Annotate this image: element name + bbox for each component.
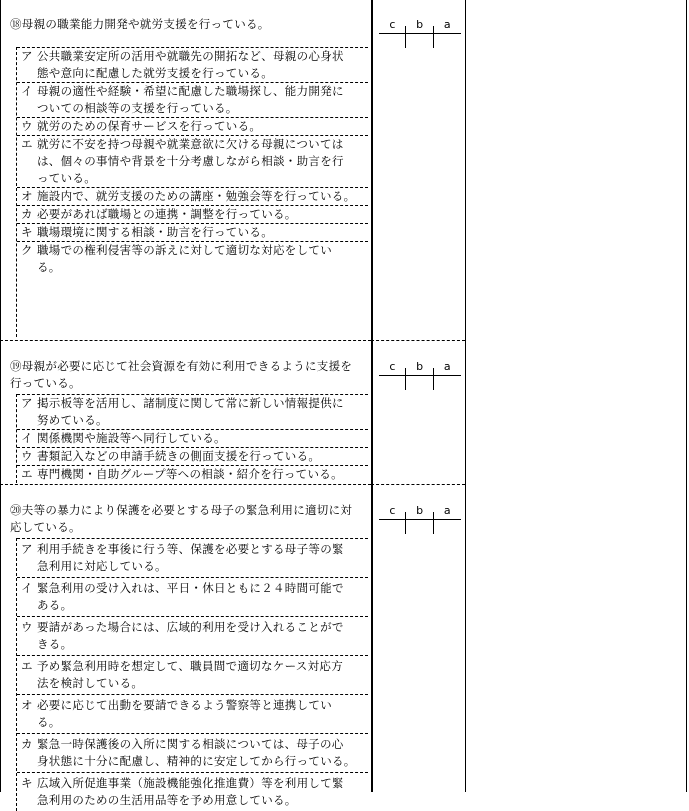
item-text: 予め緊急利用時を想定して、職員間で適切なケース対応方 (37, 659, 343, 673)
grade-selector-20[interactable] (379, 504, 461, 534)
question-title (10, 358, 368, 392)
grade-a[interactable]: a (443, 18, 451, 31)
checklist-item (17, 733, 368, 772)
grade-divider (371, 484, 465, 485)
grade-c[interactable]: c (389, 504, 396, 517)
section-divider (0, 484, 371, 485)
checklist-item (17, 135, 368, 187)
item-text: 要請があった場合には、広域的利用を受け入れることがで (37, 620, 344, 634)
question-title-line: ⑲母親が必要に応じて社会資源を有効に利用できるように支援を (10, 359, 353, 373)
question-section-19 (10, 358, 368, 483)
checklist-item (17, 117, 368, 135)
question-title-line: ⑳夫等の暴力により保護を必要とする母子の緊急利用に適切に対 (10, 503, 353, 517)
item-text: 必要があれば職場との連携・調整を行っている。 (37, 207, 297, 221)
item-text: 法を検討している。 (37, 676, 144, 690)
checklist-item (17, 205, 368, 223)
item-text: 必要に応じて出動を要請できるよう警察等と連携してい (37, 698, 332, 712)
item-label: オ (21, 698, 33, 712)
item-text: る。 (37, 715, 61, 729)
grade-tick (433, 368, 434, 390)
item-text: 急利用のための生活用品等を予め用意している。 (37, 793, 297, 807)
item-text: 緊急一時保護後の入所に関する相談については、母子の心 (37, 737, 344, 751)
grade-c[interactable]: c (389, 18, 396, 31)
item-text: 就労に不安を持つ母親や就業意欲に欠ける母親については (37, 137, 344, 151)
checklist-item (17, 47, 368, 82)
item-text: る。 (37, 260, 61, 274)
question-title (10, 502, 368, 536)
checklist-item (17, 577, 368, 616)
item-text: 母親の適性や経験・希望に配慮した職場探し、能力開発に (37, 84, 344, 98)
grade-line (379, 519, 461, 520)
question-title-line: 行っている。 (10, 376, 81, 390)
item-label: オ (21, 189, 33, 203)
table-left-border (0, 0, 1, 792)
item-text: 関係機関や施設等へ同行している。 (37, 431, 226, 445)
item-label: ウ (21, 620, 33, 634)
item-text: 緊急利用の受け入れは、平日・休日ともに２４時間可能で (37, 581, 344, 595)
grade-tick (433, 512, 434, 534)
checklist-item (17, 447, 368, 465)
checklist-item (17, 694, 368, 733)
item-label: ア (21, 542, 33, 556)
grade-selector-18[interactable] (379, 18, 461, 48)
grade-tick (405, 512, 406, 534)
checklist-item (17, 223, 368, 241)
item-text: 急利用に対応している。 (37, 559, 167, 573)
grade-b[interactable]: b (416, 360, 424, 373)
item-label: キ (21, 776, 33, 790)
question-title-line: ⑱母親の職業能力開発や就労支援を行っている。 (10, 17, 270, 31)
checklist-20 (16, 538, 368, 811)
grade-selector-19[interactable] (379, 360, 461, 390)
item-text: 身状態に十分に配慮し、精神的に安定してから行っている。 (37, 754, 356, 768)
item-label: ア (21, 49, 33, 63)
item-text: 施設内で、就労支援のための講座・勉強会等を行っている。 (37, 189, 356, 203)
checklist-item (17, 394, 368, 429)
item-text: は、個々の事情や背景を十分考慮しながら相談・助言を行 (37, 154, 344, 168)
item-text: 就労のための保育サービスを行っている。 (37, 119, 262, 133)
checklist-item (17, 538, 368, 577)
item-text: きる。 (37, 637, 73, 651)
item-label: エ (21, 467, 33, 481)
column-divider-right (465, 0, 466, 792)
item-text: ついての相談等の支援を行っている。 (37, 101, 238, 115)
item-text: 職場での権利侵害等の訴えに対して適切な対応をしてい (37, 243, 332, 257)
item-label: イ (21, 84, 33, 98)
grade-b[interactable]: b (416, 504, 424, 517)
item-label: カ (21, 207, 33, 221)
column-divider (371, 0, 373, 792)
item-label: キ (21, 225, 33, 239)
item-label: カ (21, 737, 33, 751)
grade-line (379, 33, 461, 34)
checklist-item (17, 429, 368, 447)
item-text: 態や意向に配慮した就労支援を行っている。 (37, 66, 273, 80)
grade-line (379, 375, 461, 376)
item-text: 職場環境に関する相談・助言を行っている。 (37, 225, 273, 239)
checklist-18 (16, 47, 368, 337)
section-divider (0, 340, 371, 341)
item-text: 努めている。 (37, 413, 108, 427)
checklist-item (17, 241, 368, 276)
item-text: 利用手続きを事後に行う等、保護を必要とする母子等の緊 (37, 542, 344, 556)
item-text: 公共職業安定所の活用や就職先の開拓など、母親の心身状 (37, 49, 344, 63)
item-label: ウ (21, 119, 33, 133)
grade-c[interactable]: c (389, 360, 396, 373)
question-title-line: 応している。 (10, 520, 81, 534)
item-text: っている。 (37, 171, 96, 185)
item-label: ウ (21, 449, 33, 463)
grade-tick (405, 368, 406, 390)
grade-a[interactable]: a (443, 360, 451, 373)
question-section-20 (10, 502, 368, 811)
item-label: イ (21, 581, 33, 595)
item-text: 専門機関・自助グループ等への相談・紹介を行っている。 (37, 467, 343, 481)
item-text: 書類記入などの申請手続きの側面支援を行っている。 (37, 449, 321, 463)
checklist-item (17, 616, 368, 655)
item-label: エ (21, 659, 33, 673)
grade-tick (433, 26, 434, 48)
checklist-item (17, 187, 368, 205)
item-label: ア (21, 396, 33, 410)
item-text: 広域入所促進事業（施設機能強化推進費）等を利用して緊 (37, 776, 344, 790)
checklist-item (17, 655, 368, 694)
item-text: 掲示板等を活用し、諸制度に関して常に新しい情報提供に (37, 396, 344, 410)
grade-a[interactable]: a (443, 504, 451, 517)
checklist-19 (16, 394, 368, 483)
table-right-border (686, 0, 687, 792)
grade-divider (371, 340, 465, 341)
item-label: イ (21, 431, 33, 445)
checklist-item (17, 82, 368, 117)
question-title (10, 16, 368, 33)
grade-tick (405, 26, 406, 48)
item-label: ク (21, 243, 33, 257)
question-section-18 (10, 16, 368, 337)
item-text: ある。 (37, 598, 73, 612)
grade-b[interactable]: b (416, 18, 424, 31)
item-label: エ (21, 137, 33, 151)
checklist-item (17, 465, 368, 483)
